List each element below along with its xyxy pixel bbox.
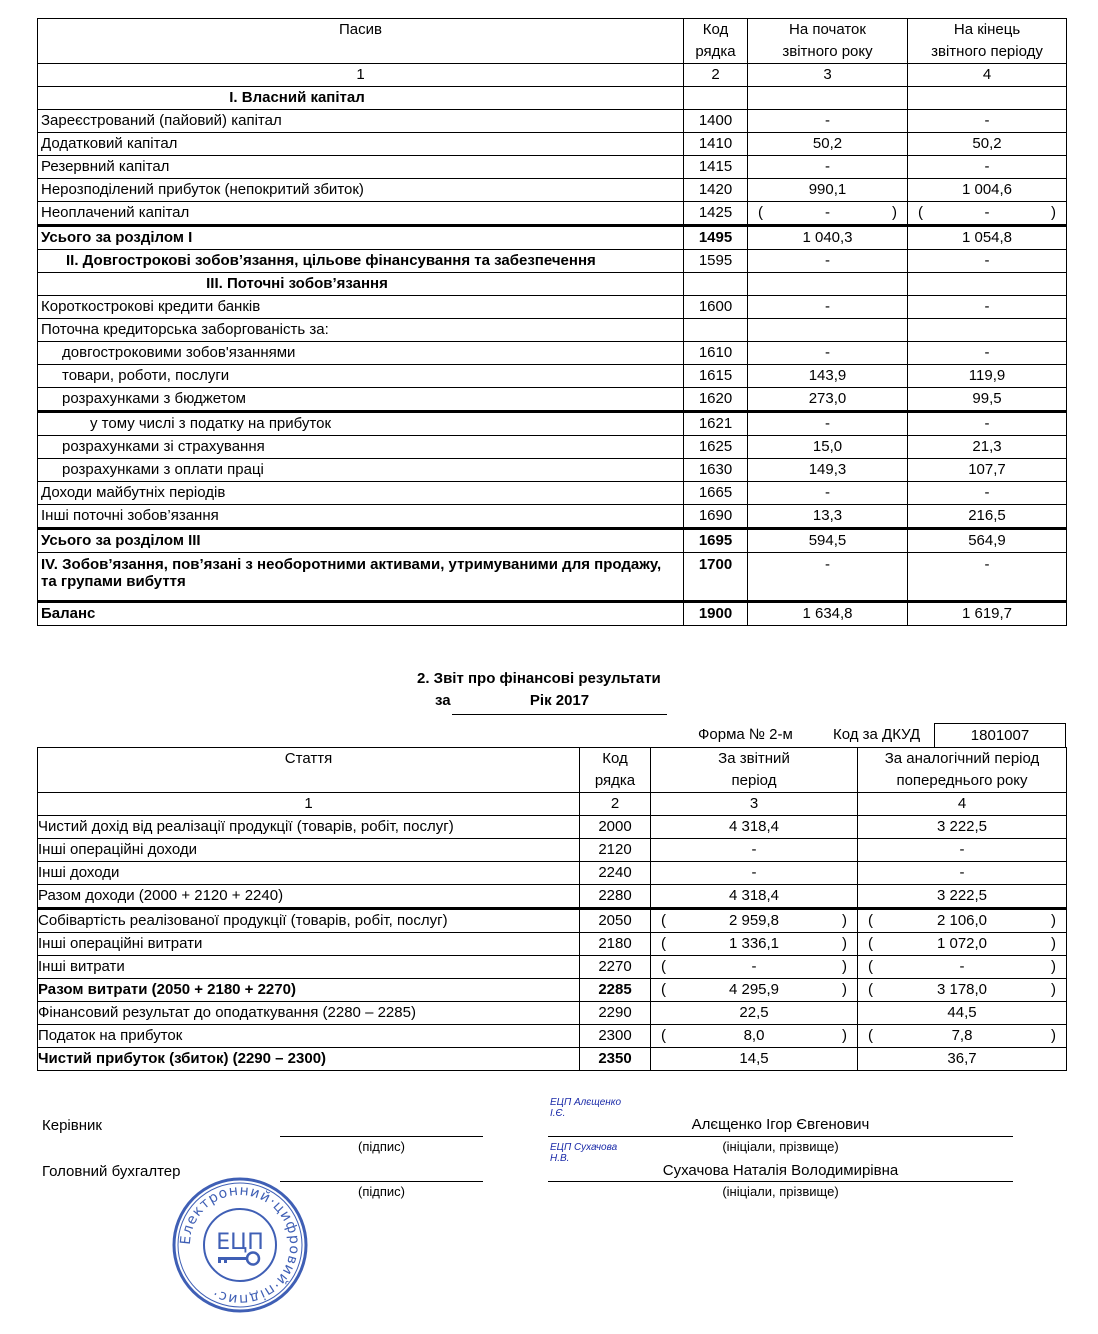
row-end-value: -: [908, 110, 1067, 133]
accountant-name: Сухачова Наталія Володимирівна: [662, 1162, 899, 1179]
col-number: 3: [651, 793, 858, 816]
section-heading-row: [38, 87, 1067, 110]
row-code: 2350: [580, 1048, 651, 1071]
signature-hint: (підпис): [358, 1139, 405, 1154]
header-current-period: За звітний період: [651, 748, 858, 793]
subtotal-row: [38, 226, 1067, 250]
row-label: Нерозподілений прибуток (непокритий збиток): [38, 179, 684, 202]
header-start-year: На початок звітного року: [748, 19, 908, 64]
row-code: 1900: [684, 602, 748, 626]
row-label: Усього за розділом III: [38, 529, 684, 553]
row-start-value: 13,3: [748, 505, 908, 529]
row-start-value: 273,0: [748, 388, 908, 412]
signature-hint: (підпис): [358, 1184, 405, 1199]
table-row: [38, 956, 1067, 979]
table-row: [38, 862, 1067, 885]
row-label: Короткострокові кредити банків: [38, 296, 684, 319]
table-row: [38, 319, 1067, 342]
svg-text:Електронний·цифровий·підпис·: Електронний·цифровий·підпис·: [177, 1182, 303, 1308]
table-row: [38, 342, 1067, 365]
header-previous-period: За аналогічний період попереднього року: [858, 748, 1067, 793]
table-row: [38, 909, 1067, 933]
table-row: [38, 202, 1067, 226]
table-row: [38, 110, 1067, 133]
row-start-value: -: [748, 412, 908, 436]
row-previous-value: 36,7: [858, 1048, 1067, 1071]
row-end-value: -: [908, 296, 1067, 319]
row-current-value: 4 318,4: [651, 816, 858, 839]
row-end-value: -: [908, 482, 1067, 505]
row-start-value: -: [748, 110, 908, 133]
row-end-value: 216,5: [908, 505, 1067, 529]
row-current-value: 22,5: [651, 1002, 858, 1025]
row-code: 2240: [580, 862, 651, 885]
col-number: 1: [38, 64, 684, 87]
table-row: [38, 1002, 1067, 1025]
table-row: [38, 412, 1067, 436]
row-label: Усього за розділом I: [38, 226, 684, 250]
row-label: Фінансовий результат до оподаткування (2280 – 2285): [38, 1002, 580, 1025]
header-end-period: На кінець звітного періоду: [908, 19, 1067, 64]
row-previous-value: ( 2 106,0 ): [858, 909, 1067, 933]
row-current-value: ( 4 295,9 ): [651, 979, 858, 1002]
row-label: Чистий дохід від реалізації продукції (товарів, робіт, послуг): [38, 816, 580, 839]
name-hint: (ініціали, прізвище): [722, 1139, 839, 1154]
row-code: 2270: [580, 956, 651, 979]
section-title: IV. Зобов’язання, пов’язані з необоротними активами, утримуваними для продажу, та групами вибуття: [38, 553, 684, 602]
row-start-value: 143,9: [748, 365, 908, 388]
row-code: 1630: [684, 459, 748, 482]
row-code: 1620: [684, 388, 748, 412]
row-label: Поточна кредиторська заборгованість за:: [38, 319, 684, 342]
numbering-row: [38, 64, 1067, 87]
row-code: 1595: [684, 250, 748, 273]
row-end-value: -: [908, 250, 1067, 273]
row-start-value: -: [748, 250, 908, 273]
row-code: 2290: [580, 1002, 651, 1025]
row-label: Неоплачений капітал: [38, 202, 684, 226]
row-code: 1420: [684, 179, 748, 202]
row-code: 1665: [684, 482, 748, 505]
name-hint: (ініціали, прізвище): [722, 1184, 839, 1199]
col-number: 3: [748, 64, 908, 87]
row-end-value: 50,2: [908, 133, 1067, 156]
row-end-value: 1 004,6: [908, 179, 1067, 202]
numbering-row: [38, 793, 1067, 816]
row-code: 2285: [580, 979, 651, 1002]
table-row: [38, 133, 1067, 156]
income-statement-title: 2. Звіт про фінансові результати: [417, 670, 661, 687]
row-label: Додатковий капітал: [38, 133, 684, 156]
row-code: 1600: [684, 296, 748, 319]
accountant-name-line: [548, 1181, 1013, 1182]
row-label: Інші доходи: [38, 862, 580, 885]
row-previous-value: -: [858, 862, 1067, 885]
row-end-value: 564,9: [908, 529, 1067, 553]
row-end-value: 119,9: [908, 365, 1067, 388]
table-row: [38, 482, 1067, 505]
row-current-value: -: [651, 839, 858, 862]
row-code: 1615: [684, 365, 748, 388]
row-code: 1690: [684, 505, 748, 529]
table-row: [38, 1025, 1067, 1048]
row-label: розрахунками з бюджетом: [38, 388, 684, 412]
row-start-value: -: [748, 553, 908, 602]
row-start-value: ( - ): [748, 202, 908, 226]
row-code: 1610: [684, 342, 748, 365]
row-current-value: 14,5: [651, 1048, 858, 1071]
row-label: Баланс: [38, 602, 684, 626]
row-code: 1625: [684, 436, 748, 459]
row-end-value: 99,5: [908, 388, 1067, 412]
row-previous-value: ( 3 178,0 ): [858, 979, 1067, 1002]
row-label: товари, роботи, послуги: [38, 365, 684, 388]
svg-text:ЕЦП: ЕЦП: [216, 1230, 264, 1255]
section-heading-row: [38, 273, 1067, 296]
row-end-value: -: [908, 553, 1067, 602]
table-row: [38, 436, 1067, 459]
row-start-value: -: [748, 482, 908, 505]
director-name: Алєщенко Ігор Євгенович: [691, 1116, 870, 1133]
row-label: розрахунками з оплати праці: [38, 459, 684, 482]
table-row: [38, 816, 1067, 839]
row-previous-value: ( 7,8 ): [858, 1025, 1067, 1048]
row-previous-value: ( 1 072,0 ): [858, 933, 1067, 956]
row-label: Собівартість реалізованої продукції (товарів, робіт, послуг): [38, 909, 580, 933]
row-label: у тому числі з податку на прибуток: [38, 412, 684, 436]
row-label: Чистий прибуток (збиток) (2290 – 2300): [38, 1048, 580, 1071]
row-code: 1695: [684, 529, 748, 553]
row-code: 1621: [684, 412, 748, 436]
row-code: 2280: [580, 885, 651, 909]
dkud-label: Код за ДКУД: [833, 726, 921, 743]
table-row: [38, 933, 1067, 956]
row-start-value: 1 634,8: [748, 602, 908, 626]
period-prefix: за: [435, 692, 451, 709]
row-start-value: 990,1: [748, 179, 908, 202]
section-heading-row: [38, 250, 1067, 273]
col-number: 2: [684, 64, 748, 87]
subtotal-row: [38, 529, 1067, 553]
row-start-value: 15,0: [748, 436, 908, 459]
row-code: 1495: [684, 226, 748, 250]
table-row: [38, 885, 1067, 909]
row-previous-value: -: [858, 839, 1067, 862]
table-row: [38, 459, 1067, 482]
table-row: [38, 156, 1067, 179]
row-previous-value: 3 222,5: [858, 816, 1067, 839]
row-code: 2050: [580, 909, 651, 933]
table-header-row: [38, 748, 1067, 793]
section-title: I. Власний капітал: [38, 87, 684, 110]
row-current-value: ( 1 336,1 ): [651, 933, 858, 956]
total-row: [38, 1048, 1067, 1071]
director-label: Керівник: [42, 1117, 102, 1134]
director-name-line: [548, 1136, 1013, 1137]
row-label: Разом витрати (2050 + 2180 + 2270): [38, 979, 580, 1002]
row-label: Інші витрати: [38, 956, 580, 979]
col-number: 4: [908, 64, 1067, 87]
row-start-value: -: [748, 342, 908, 365]
section-title: II. Довгострокові зобов’язання, цільове фінансування та забезпечення: [38, 250, 684, 273]
row-current-value: ( - ): [651, 956, 858, 979]
digital-signature-stamp-icon: [170, 1175, 310, 1315]
header-article: Стаття: [38, 748, 580, 793]
row-code: 1415: [684, 156, 748, 179]
row-current-value: -: [651, 862, 858, 885]
row-end-value: -: [908, 412, 1067, 436]
total-row: [38, 602, 1067, 626]
row-end-value: 21,3: [908, 436, 1067, 459]
row-label: Доходи майбутніх періодів: [38, 482, 684, 505]
accountant-label: Головний бухгалтер: [42, 1163, 181, 1180]
row-start-value: -: [748, 296, 908, 319]
period-value: Рік 2017: [452, 692, 667, 715]
row-start-value: 594,5: [748, 529, 908, 553]
section-heading-row: [38, 553, 1067, 602]
row-current-value: ( 8,0 ): [651, 1025, 858, 1048]
row-start-value: -: [748, 156, 908, 179]
section-title: III. Поточні зобов’язання: [38, 273, 684, 296]
row-start-value: 50,2: [748, 133, 908, 156]
dkud-code: 1801007: [934, 723, 1066, 748]
row-code: 1400: [684, 110, 748, 133]
director-ecp-mark: ЕЦП Алєщенко І.Є.: [550, 1097, 622, 1119]
row-start-value: 1 040,3: [748, 226, 908, 250]
table-row: [38, 296, 1067, 319]
col-number: 4: [858, 793, 1067, 816]
row-label: розрахунками зі страхування: [38, 436, 684, 459]
header-code: Код рядка: [580, 748, 651, 793]
row-current-value: 4 318,4: [651, 885, 858, 909]
row-end-value: 1 054,8: [908, 226, 1067, 250]
row-previous-value: 44,5: [858, 1002, 1067, 1025]
row-code: 2180: [580, 933, 651, 956]
subtotal-row: [38, 979, 1067, 1002]
table-row: [38, 388, 1067, 412]
row-label: Резервний капітал: [38, 156, 684, 179]
row-code: 2000: [580, 816, 651, 839]
director-signature-line: [280, 1136, 483, 1137]
row-label: Інші операційні витрати: [38, 933, 580, 956]
row-label: Зареєстрований (пайовий) капітал: [38, 110, 684, 133]
table-row: [38, 839, 1067, 862]
row-end-value: 1 619,7: [908, 602, 1067, 626]
table-header-row: [38, 19, 1067, 64]
row-label: Інші поточні зобов’язання: [38, 505, 684, 529]
header-code: Код рядка: [684, 19, 748, 64]
accountant-ecp-mark: ЕЦП Сухачова Н.В.: [550, 1142, 618, 1164]
header-liabilities: Пасив: [38, 19, 684, 64]
row-current-value: ( 2 959,8 ): [651, 909, 858, 933]
row-end-value: ( - ): [908, 202, 1067, 226]
row-label: Разом доходи (2000 + 2120 + 2240): [38, 885, 580, 909]
row-label: Інші операційні доходи: [38, 839, 580, 862]
row-code: 2120: [580, 839, 651, 862]
row-end-value: -: [908, 342, 1067, 365]
row-code: 1425: [684, 202, 748, 226]
balance-liabilities-table: [37, 18, 1067, 626]
row-previous-value: 3 222,5: [858, 885, 1067, 909]
row-end-value: -: [908, 156, 1067, 179]
accountant-signature-line: [280, 1181, 483, 1182]
row-start-value: 149,3: [748, 459, 908, 482]
row-label: довгостроковими зобов'язаннями: [38, 342, 684, 365]
row-code: 2300: [580, 1025, 651, 1048]
form-number: Форма № 2-м: [698, 726, 793, 743]
row-end-value: 107,7: [908, 459, 1067, 482]
table-row: [38, 179, 1067, 202]
row-code: 1700: [684, 553, 748, 602]
row-label: Податок на прибуток: [38, 1025, 580, 1048]
row-code: 1410: [684, 133, 748, 156]
table-row: [38, 365, 1067, 388]
row-previous-value: ( - ): [858, 956, 1067, 979]
col-number: 2: [580, 793, 651, 816]
income-statement-table: [37, 747, 1067, 1071]
col-number: 1: [38, 793, 580, 816]
table-row: [38, 505, 1067, 529]
